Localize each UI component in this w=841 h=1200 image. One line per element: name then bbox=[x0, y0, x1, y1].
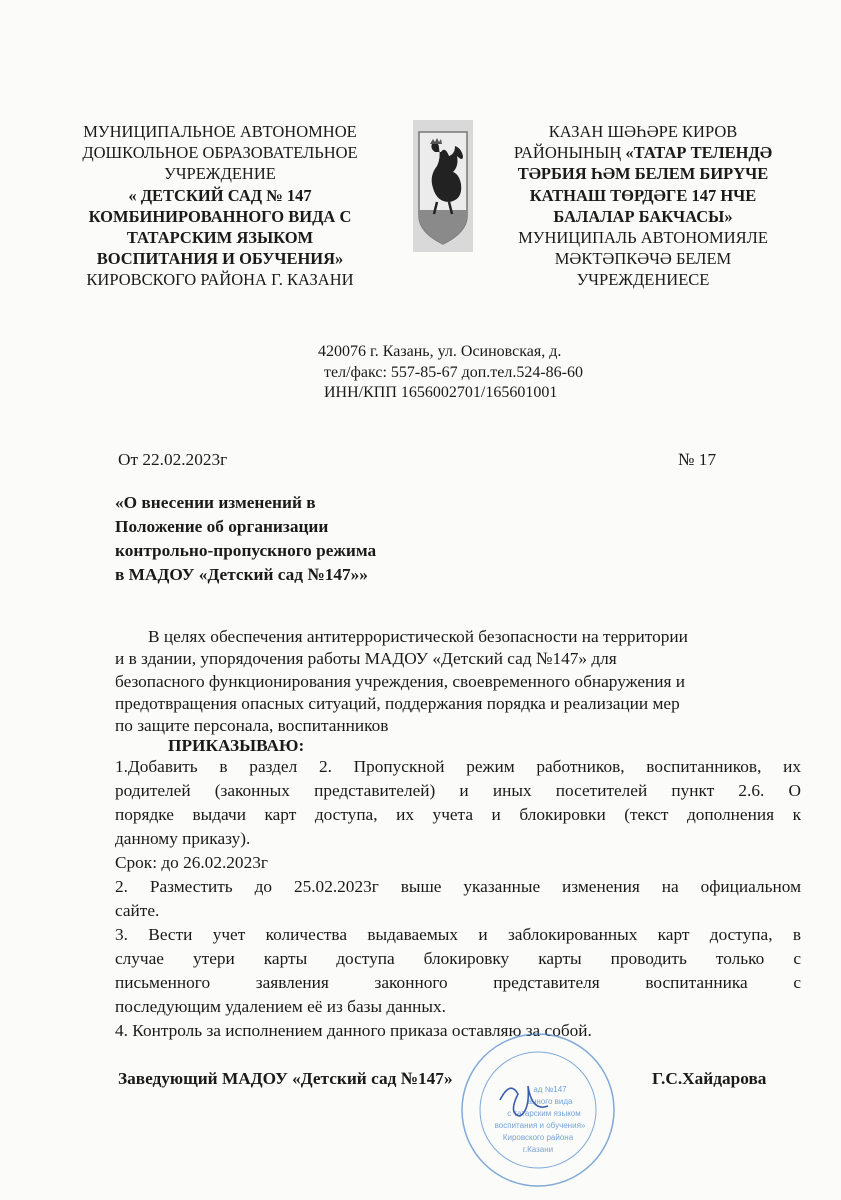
order-item-line: письменного заявления законного представителя воспитанника с bbox=[115, 973, 801, 992]
title-line: в МАДОУ «Детский сад №147»» bbox=[115, 565, 368, 584]
phone-line: тел/факс: 557-85-67 доп.тел.524-86-60 bbox=[324, 363, 584, 381]
header-line: БАЛАЛАР БАКЧАСЫ» bbox=[553, 206, 733, 226]
svg-text:Кировского района: Кировского района bbox=[502, 1133, 574, 1142]
preamble-line: безопасного функционирования учреждения, своевременного обнаружения и bbox=[115, 671, 686, 691]
header-line: КАТНАШ ТӨРДӘГЕ 147 НЧЕ bbox=[529, 185, 757, 205]
order-number: № 17 bbox=[678, 450, 717, 469]
order-item-line: Срок: до 26.02.2023г bbox=[115, 853, 268, 872]
header-line: « ДЕТСКИЙ САД № 147 bbox=[128, 185, 312, 205]
svg-text:ад №147: ад №147 bbox=[533, 1085, 567, 1094]
order-item-line: данному приказу). bbox=[115, 829, 251, 848]
header-line: КИРОВСКОГО РАЙОНА Г. КАЗАНИ bbox=[86, 270, 354, 290]
header-text: «ТАТАР ТЕЛЕНДӘ bbox=[625, 143, 773, 163]
command-heading: ПРИКАЗЫВАЮ: bbox=[168, 736, 305, 755]
preamble-line: В целях обеспечения антитеррористической безопасности на территории bbox=[148, 627, 688, 646]
svg-text:анного вида: анного вида bbox=[527, 1097, 573, 1106]
order-item-line: родителей (законных представителей) и иных посетителей пункт 2.6. О bbox=[115, 781, 801, 800]
header-line: УЧРЕЖДЕНИЕСЕ bbox=[576, 270, 710, 290]
preamble-line: предотвращения опасных ситуаций, поддержания порядка и реализации мер bbox=[115, 693, 680, 713]
svg-text:воспитания и обучения»: воспитания и обучения» bbox=[494, 1121, 586, 1130]
institution-header-russian bbox=[55, 121, 385, 291]
order-item-line: сайте. bbox=[115, 901, 160, 920]
svg-text:с татарским языком: с татарским языком bbox=[507, 1109, 581, 1118]
header-line: ДОШКОЛЬНОЕ ОБРАЗОВАТЕЛЬНОЕ bbox=[82, 143, 358, 163]
order-date: От 22.02.2023г bbox=[118, 450, 228, 469]
title-line: «О внесении изменений в bbox=[115, 493, 316, 512]
address-block bbox=[318, 342, 583, 404]
header-line: МУНИЦИПАЛЬ АВТОНОМИЯЛЕ bbox=[518, 228, 768, 248]
header-line: КОМБИНИРОВАННОГО ВИДА С bbox=[88, 206, 352, 226]
preamble bbox=[115, 626, 801, 737]
signatory-position: Заведующий МАДОУ «Детский сад №147» bbox=[118, 1069, 453, 1088]
tax-id-line: ИНН/КПП 1656002701/165601001 bbox=[324, 384, 558, 401]
svg-text:г.Казани: г.Казани bbox=[522, 1145, 554, 1154]
order-item-line: случае утери карты доступа блокировку карты проводить только с bbox=[115, 949, 801, 968]
order-item-line: последующим удалением её из базы данных. bbox=[115, 997, 446, 1016]
address-line: 420076 г. Казань, ул. Осиновская, д. bbox=[318, 343, 562, 360]
order-item-line: 2. Разместить до 25.02.2023г выше указанные изменения на официальном bbox=[115, 877, 801, 896]
title-line: контрольно-пропускного режима bbox=[115, 541, 377, 560]
order-item-line: 1.Добавить в раздел 2. Пропускной режим работников, воспитанников, их bbox=[115, 757, 801, 776]
header-line: КАЗАН ШӘҺӘРЕ КИРОВ bbox=[548, 122, 738, 141]
title-line: Положение об организации bbox=[115, 517, 329, 536]
order-item-line: 4. Контроль за исполнением данного приказа оставляю за собой. bbox=[115, 1021, 592, 1040]
order-item-line: порядке выдачи карт доступа, их учета и блокировки (текст дополнения к bbox=[115, 805, 801, 824]
header-line: УЧРЕЖДЕНИЕ bbox=[164, 164, 276, 184]
order-item-line: 3. Вести учет количества выдаваемых и заблокированных карт доступа, в bbox=[115, 925, 801, 944]
order-title bbox=[115, 491, 801, 587]
order-items bbox=[115, 755, 801, 1043]
header-line: ТАТАРСКИМ ЯЗЫКОМ bbox=[126, 228, 314, 248]
header-text: РАЙОНЫНЫҢ bbox=[513, 143, 626, 163]
header-line: МӘКТӘПКӘЧӘ БЕЛЕМ bbox=[554, 249, 732, 269]
signatory-name: Г.С.Хайдарова bbox=[652, 1069, 767, 1088]
kazan-coat-of-arms-emblem bbox=[413, 120, 473, 252]
header-line: ТӘРБИЯ ҺӘМ БЕЛЕМ БИРҮЧЕ bbox=[517, 164, 769, 184]
header-line: ВОСПИТАНИЯ И ОБУЧЕНИЯ» bbox=[96, 249, 344, 269]
preamble-line: и в здании, упорядочения работы МАДОУ «Детский сад №147» для bbox=[115, 649, 617, 669]
header-line: МУНИЦИПАЛЬНОЕ АВТОНОМНОЕ bbox=[83, 122, 357, 141]
preamble-line: по защите персонала, воспитанников bbox=[115, 716, 389, 736]
header-line bbox=[478, 142, 808, 163]
official-seal-stamp bbox=[458, 1030, 618, 1190]
institution-header-tatar bbox=[478, 121, 808, 291]
